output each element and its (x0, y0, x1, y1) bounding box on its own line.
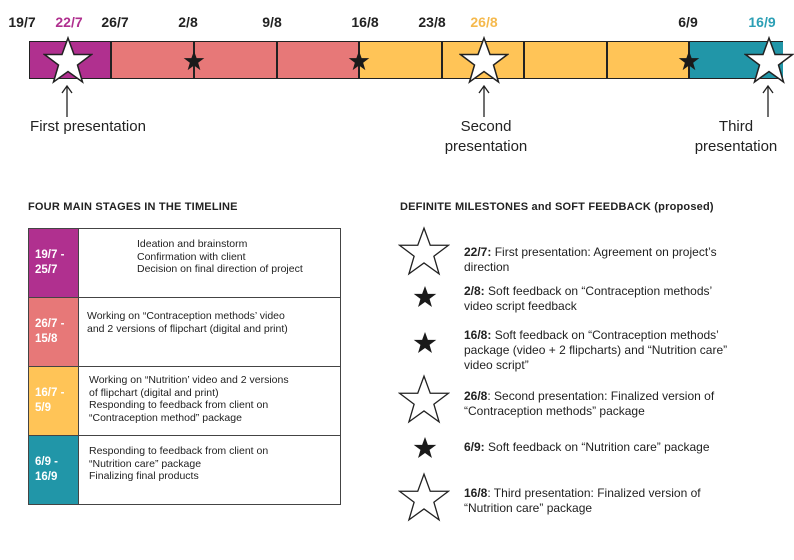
stage-line: Working on “Contraception methods’ video (87, 310, 285, 322)
milestone-text: video script” (464, 358, 529, 372)
milestone-item (464, 284, 784, 314)
milestone-date: 2/8: (464, 284, 485, 298)
stage-line: Working on “Nutrition’ video and 2 versions (89, 374, 289, 386)
stages-table (28, 228, 341, 505)
milestones-title: DEFINITE MILESTONES and SOFT FEEDBACK (proposed) (400, 201, 714, 213)
timeline-divider (523, 41, 525, 79)
label-line: First presentation (30, 118, 146, 135)
first-presentation-label (30, 117, 146, 137)
second-presentation-label (445, 117, 528, 157)
filled-star-icon (413, 436, 437, 459)
milestone-text: Soft feedback on “Contraception methods’ (488, 284, 713, 298)
milestone-date: 26/8 (464, 389, 488, 403)
outline-star-icon (398, 374, 450, 424)
stage-date-line: 16/7 - (35, 387, 65, 399)
stage-dates (29, 298, 78, 366)
milestone-item (464, 389, 784, 419)
stage-description (78, 367, 340, 435)
stage-line: Finalizing final products (89, 470, 199, 482)
label-line: presentation (694, 138, 778, 155)
stage-date-line: 26/7 - (35, 318, 65, 330)
outline-star-icon (398, 472, 450, 522)
timeline-date: 26/8 (470, 14, 498, 30)
stage-dates (29, 229, 78, 297)
stage-line: “Nutrition care” package (89, 457, 202, 470)
milestone-item (464, 245, 784, 275)
up-arrow-icon (762, 84, 774, 118)
stage-line: “Contraception method” package (89, 411, 242, 424)
timeline-date: 19/7 (8, 14, 36, 30)
milestone-text: Soft feedback on “Contraception methods’ (494, 328, 719, 342)
stage-line: and 2 versions of flipchart (digital and print) (87, 322, 288, 335)
timeline-divider (110, 41, 112, 79)
label-line: Third (718, 118, 754, 135)
timeline-date: 22/7 (55, 14, 83, 30)
stage-line: Ideation and brainstorm (137, 238, 248, 250)
milestone-text: Soft feedback on “Nutrition care” package (488, 440, 710, 454)
filled-star-icon (678, 50, 700, 71)
filled-star-icon (183, 50, 205, 71)
stage-date-line: 6/9 - (35, 456, 59, 468)
third-presentation-label (695, 117, 778, 157)
stage-description (78, 298, 340, 366)
milestone-text: “Nutrition care” package (464, 501, 593, 515)
stage-bar-2 (111, 41, 359, 79)
timeline-date: 16/9 (748, 14, 776, 30)
stage-row (28, 228, 341, 298)
stage-date-line: 5/9 (35, 402, 51, 414)
stage-date-line: 16/9 (35, 471, 58, 483)
milestone-date: 16/8 (464, 486, 488, 500)
stage-description (78, 229, 340, 297)
milestone-item (464, 328, 784, 373)
label-line: presentation (444, 138, 528, 155)
timeline-divider (606, 41, 608, 79)
label-line: Second (460, 118, 512, 135)
timeline-date: 16/8 (351, 14, 379, 30)
milestone-date: 16/8: (464, 328, 492, 342)
timeline-date: 9/8 (262, 14, 282, 30)
stages-title: FOUR MAIN STAGES IN THE TIMELINE (28, 201, 238, 213)
timeline-divider (441, 41, 443, 79)
stage-line: Confirmation with client (137, 250, 246, 263)
stage-row (28, 367, 341, 436)
milestone-text: : Second presentation: Finalized version of (487, 389, 715, 403)
outline-star-icon (459, 36, 509, 84)
stage-dates (29, 367, 78, 435)
stage-dates (29, 436, 78, 504)
milestone-text: package (video + 2 flipcharts) and “Nutrition care” (464, 343, 728, 357)
milestone-text: First presentation: Agreement on project’s (494, 245, 717, 259)
milestone-item (464, 440, 784, 455)
milestone-text: direction (464, 260, 510, 274)
timeline-date: 2/8 (178, 14, 198, 30)
milestone-text: : Third presentation: Finalized version of (487, 486, 701, 500)
stage-line: Responding to feedback from client on (89, 445, 269, 457)
timeline-date: 23/8 (418, 14, 446, 30)
stage-description (78, 436, 340, 504)
stage-line: Decision on final direction of project (137, 263, 303, 275)
outline-star-icon (744, 36, 794, 84)
outline-star-icon (43, 36, 93, 84)
stage-row (28, 298, 341, 367)
up-arrow-icon (61, 84, 73, 118)
milestone-text: video script feedback (464, 299, 577, 313)
filled-star-icon (413, 285, 437, 308)
milestone-date: 6/9: (464, 440, 485, 454)
filled-star-icon (348, 50, 370, 71)
milestone-item (464, 486, 784, 516)
timeline-date: 26/7 (101, 14, 129, 30)
stage-date-line: 25/7 (35, 264, 58, 276)
milestone-text: “Contraception methods” package (464, 404, 645, 418)
timeline-divider (276, 41, 278, 79)
stage-row (28, 436, 341, 505)
filled-star-icon (413, 331, 437, 354)
timeline-date: 6/9 (678, 14, 698, 30)
outline-star-icon (398, 226, 450, 276)
stage-date-line: 19/7 - (35, 249, 65, 261)
stage-line: Responding to feedback from client on (89, 399, 269, 411)
stage-date-line: 15/8 (35, 333, 58, 345)
stage-line: of flipchart (digital and print) (89, 386, 219, 399)
up-arrow-icon (478, 84, 490, 118)
milestone-date: 22/7: (464, 245, 492, 259)
